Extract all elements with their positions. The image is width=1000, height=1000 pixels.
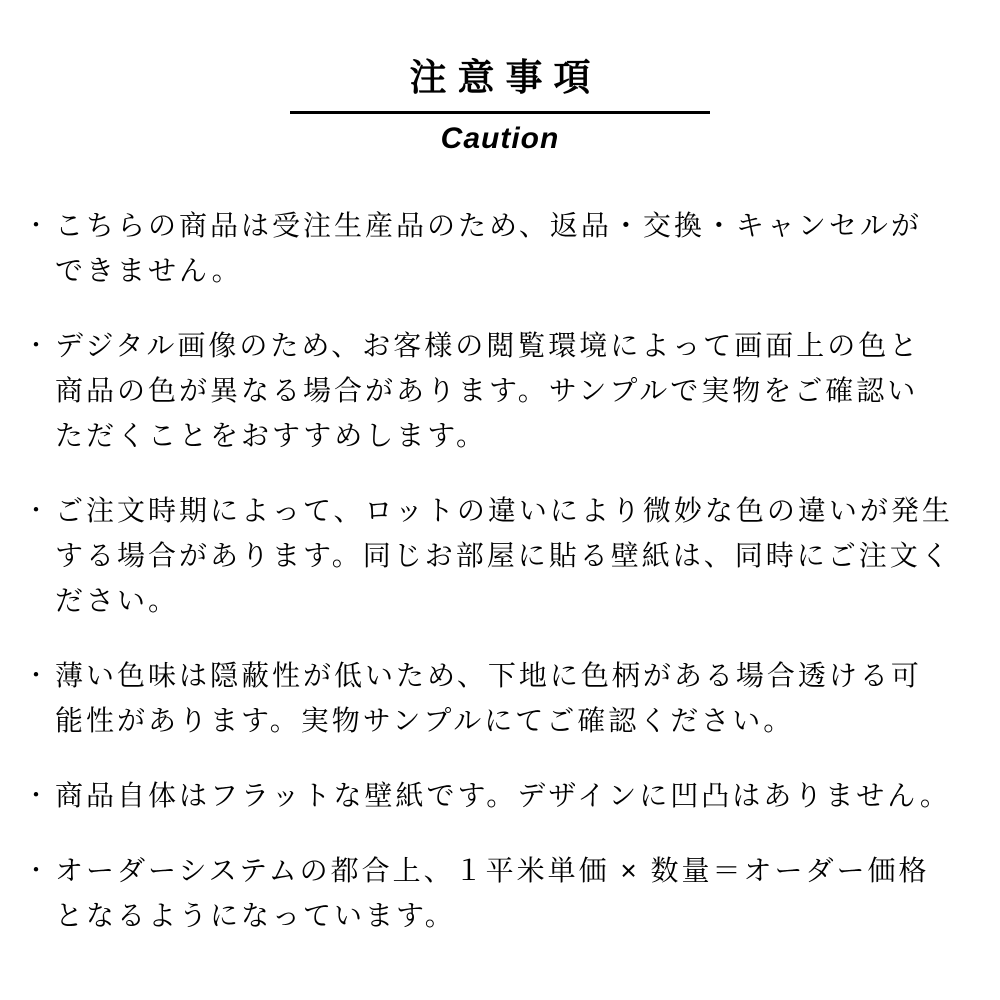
note-line: 能性があります。実物サンプルにてご確認ください。 bbox=[55, 705, 795, 736]
note-text bbox=[55, 653, 970, 743]
note-text bbox=[55, 773, 970, 818]
note-item-light-colors bbox=[22, 653, 970, 743]
note-line: デジタル画像のため、お客様の閲覧環境によって画面上の色と bbox=[55, 330, 921, 361]
note-item-lot-difference bbox=[22, 488, 970, 623]
note-line: 商品の色が異なる場合があります。サンプルで実物をご確認い bbox=[55, 375, 919, 406]
note-line: ださい。 bbox=[55, 585, 180, 616]
page-subtitle: Caution bbox=[440, 122, 560, 155]
bullet-marker: ・ bbox=[24, 782, 48, 809]
note-text bbox=[55, 488, 970, 623]
bullet-marker: ・ bbox=[24, 857, 48, 884]
note-line: ただくことをおすすめします。 bbox=[55, 420, 488, 451]
bullet-marker: ・ bbox=[24, 332, 48, 359]
bullet-marker: ・ bbox=[24, 497, 48, 524]
note-line: となるようになっています。 bbox=[55, 900, 456, 931]
note-item-returns bbox=[22, 203, 970, 293]
page-title: 注意事項 bbox=[409, 57, 602, 98]
title-underline bbox=[290, 111, 710, 114]
bullet-marker: ・ bbox=[24, 662, 48, 689]
notes-list bbox=[0, 157, 1000, 938]
note-item-digital-color bbox=[22, 323, 970, 458]
bullet-marker: ・ bbox=[24, 212, 48, 239]
note-line: できません。 bbox=[55, 255, 243, 286]
caution-header bbox=[0, 0, 1000, 157]
note-line: する場合があります。同じお部屋に貼る壁紙は、同時にご注文く bbox=[55, 540, 952, 571]
note-line: ご注文時期によって、ロットの違いにより微妙な色の違いが発生 bbox=[55, 495, 953, 526]
note-item-order-pricing bbox=[22, 848, 970, 938]
note-text bbox=[55, 848, 970, 938]
note-text bbox=[55, 203, 970, 293]
note-line: 薄い色味は隠蔽性が低いため、下地に色柄がある場合透ける可 bbox=[55, 660, 922, 691]
note-line: 商品自体はフラットな壁紙です。デザインに凹凸はありません。 bbox=[55, 780, 951, 811]
note-line: オーダーシステムの都合上、１平米単価 × 数量＝オーダー価格 bbox=[55, 855, 930, 886]
note-text bbox=[55, 323, 970, 458]
note-item-flat-wallpaper bbox=[22, 773, 970, 818]
note-line: こちらの商品は受注生産品のため、返品・交換・キャンセルが bbox=[55, 210, 922, 241]
